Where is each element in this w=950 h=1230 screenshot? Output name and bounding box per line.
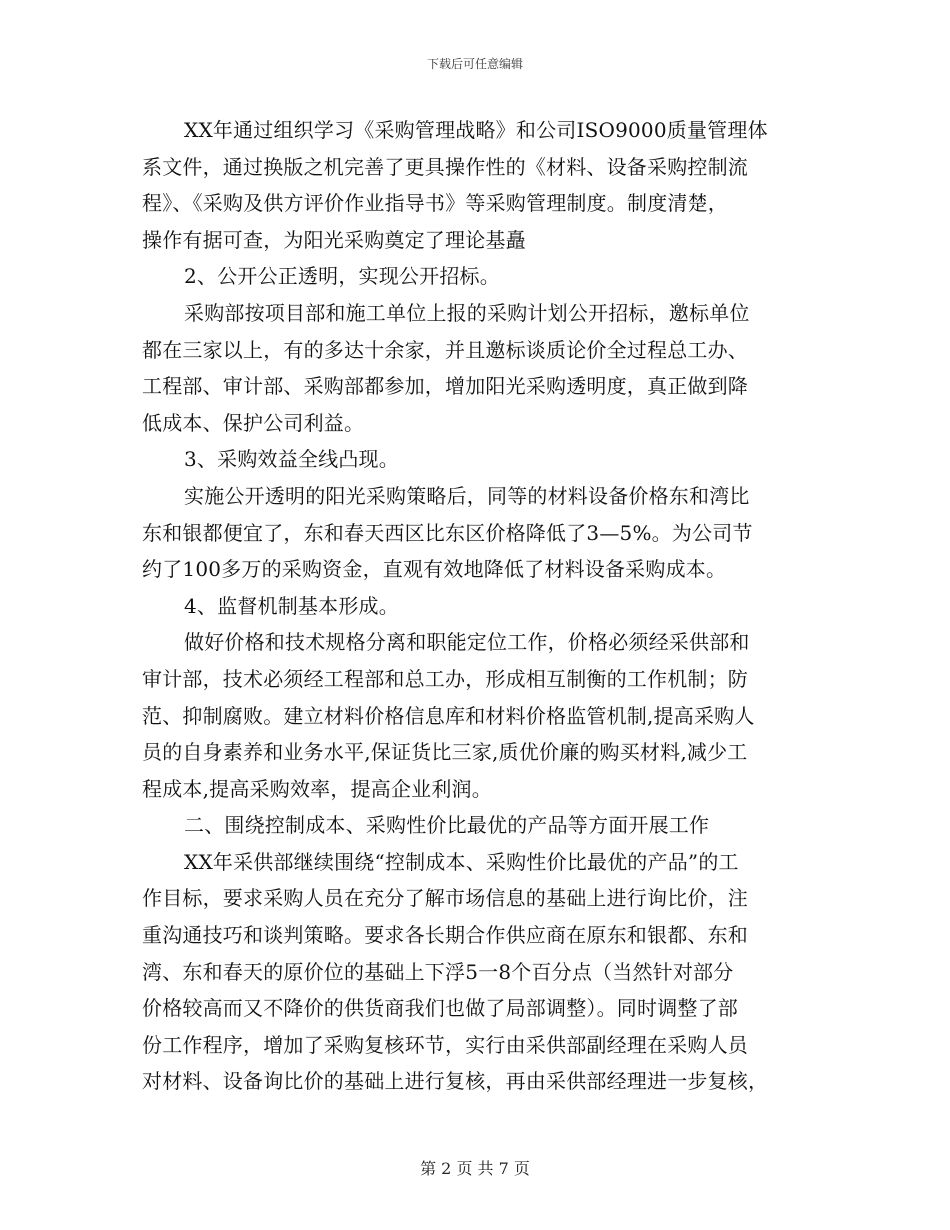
text-line: 操作有据可查，为阳光采购奠定了理论基矗 bbox=[142, 227, 526, 252]
text-line: 采购部按项目部和施工单位上报的采购计划公开招标，邀标单位 bbox=[184, 300, 750, 325]
text-line: 做好价格和技术规格分离和职能定位工作，价格必须经采供部和 bbox=[184, 630, 750, 655]
text-line: 约了100多万的采购资金，直观有效地降低了材料设备采购成本。 bbox=[142, 557, 727, 582]
text-line: 东和银都便宜了，东和春天西区比东区价格降低了3—5%。为公司节 bbox=[142, 520, 753, 545]
text-line: 程成本,提高采购效率，提高企业利润。 bbox=[142, 776, 492, 801]
text-line: 作目标，要求采购人员在充分了解市场信息的基础上进行询比价，注 bbox=[142, 886, 748, 911]
text-line: 价格较高而又不降价的供货商我们也做了局部调整）。同时调整了部 bbox=[142, 996, 738, 1021]
text-line: 湾、东和春天的原价位的基础上下浮5一8个百分点（当然针对部分 bbox=[142, 959, 734, 984]
document-body bbox=[142, 112, 810, 1100]
text-line: 对材料、设备询比价的基础上进行复核，再由采供部经理进一步复核， bbox=[142, 1069, 769, 1094]
section-heading: 二、围绕控制成本、采购性价比最优的产品等方面开展工作 bbox=[184, 813, 710, 838]
page-header: 下载后可任意编辑 bbox=[426, 57, 523, 71]
text-line: 实施公开透明的阳光采购策略后，同等的材料设备价格东和湾比 bbox=[184, 483, 750, 508]
text-line: XX年采供部继续围绕“控制成本、采购性价比最优的产品”的工 bbox=[184, 849, 739, 874]
text-line: 范、抑制腐败。建立材料价格信息库和材料价格监管机制,提高采购人 bbox=[142, 703, 755, 728]
section-heading: 2、公开公正透明，实现公开招标。 bbox=[184, 264, 500, 289]
section-heading: 3、采购效益全线凸现。 bbox=[184, 447, 399, 472]
page-footer: 第 2 页 共 7 页 bbox=[420, 1159, 530, 1178]
text-line: 工程部、审计部、采购部都参加，增加阳光采购透明度，真正做到降 bbox=[142, 374, 748, 399]
text-line: 都在三家以上，有的多达十余家，并且邀标谈质论价全过程总工办、 bbox=[142, 337, 748, 362]
text-line: 低成本、保护公司利益。 bbox=[142, 410, 365, 435]
text-line: 份工作程序，增加了采购复核环节，实行由采供部副经理在采购人员 bbox=[142, 1032, 748, 1057]
text-line: XX年通过组织学习《采购管理战略》和公司ISO9000质量管理体 bbox=[184, 118, 768, 142]
text-line: 审计部，技术必须经工程部和总工办，形成相互制衡的工作机制；防 bbox=[142, 666, 748, 691]
text-line: 员的自身素养和业务水平,保证货比三家,质优价廉的购买材料,减少工 bbox=[142, 740, 748, 765]
text-line: 程》、《采购及供方评价作业指导书》等采购管理制度。制度清楚， bbox=[142, 191, 728, 216]
text-line: 重沟通技巧和谈判策略。要求各长期合作供应商在原东和银都、东和 bbox=[142, 923, 748, 948]
text-line: 系文件，通过换版之机完善了更具操作性的《材料、设备采购控制流 bbox=[142, 154, 748, 179]
section-heading: 4、监督机制基本形成。 bbox=[184, 593, 399, 618]
